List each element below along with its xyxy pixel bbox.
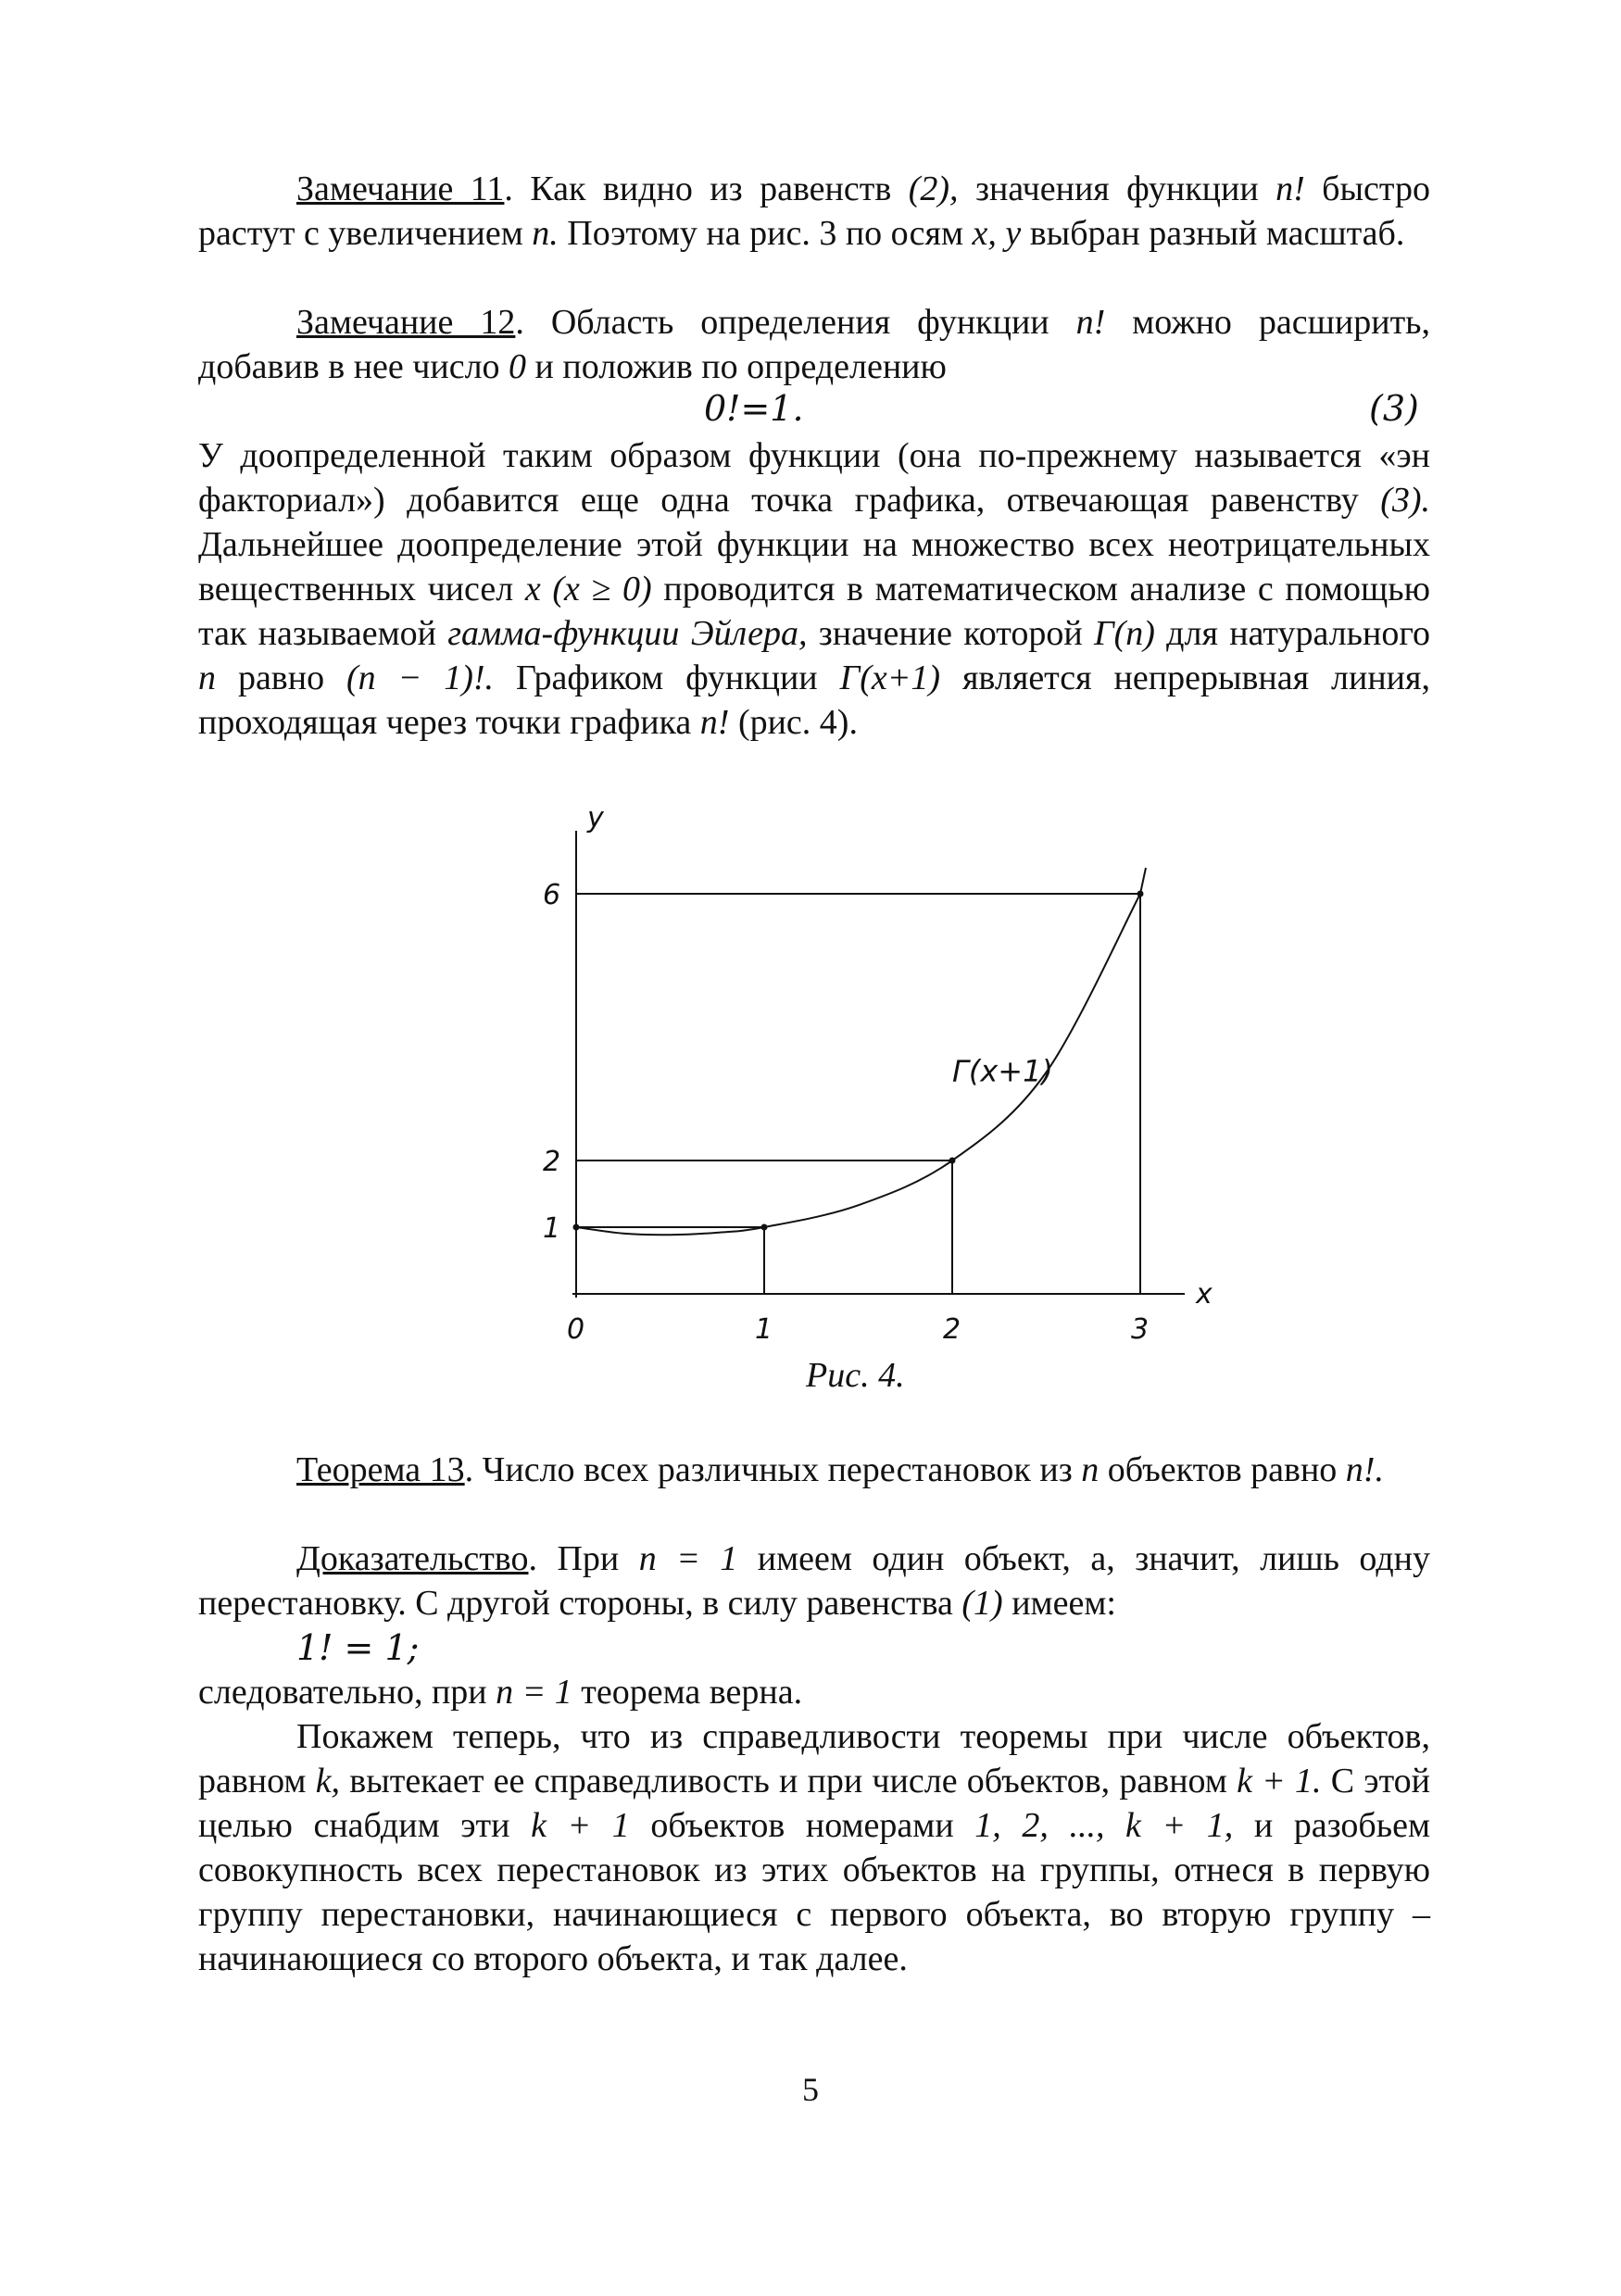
y-tick-label: 1: [543, 1212, 561, 1245]
equation-3: 0!=1.: [704, 388, 804, 429]
remark-11-title: Замечание 11: [296, 169, 505, 208]
x-tick-label: 1: [755, 1313, 773, 1346]
proof-conclusion: следовательно, при n = 1 теорема верна.: [198, 1673, 803, 1712]
data-point: [573, 1224, 580, 1231]
curve-label: Γ(x+1): [952, 1053, 1053, 1089]
page-number: 5: [802, 2071, 819, 2108]
data-point: [761, 1224, 768, 1231]
y-tick-label: 6: [543, 879, 561, 911]
data-point: [1137, 891, 1144, 897]
x-axis-label: x: [1196, 1278, 1213, 1311]
proof-title: Доказательство: [296, 1539, 529, 1578]
data-point: [949, 1158, 956, 1164]
gamma-paragraph: У доопределенной таким образом функции (она по-прежнему называется «эн факториал») добавится еще одна точка графика, отвечающая равенству (3). Дальнейшее доопределение этой функции на множество всех неотрицательных вещественных чисел x (x ≥ 0) проводится в математическом анализе с помощью так называемой гамма-функции Эйлера, значение которой Γ(n) для натурального n равно (n − 1)!. Графиком функции Γ(x+1) является непрерывная линия, проходящая через точки графика n! (рис. 4).: [198, 436, 1431, 742]
y-tick-label: 2: [543, 1146, 561, 1178]
theorem-13-title: Теорема 13: [296, 1450, 465, 1489]
theorem-13-paragraph: Теорема 13. Число всех различных перестановок из n объектов равно n!.: [296, 1450, 1384, 1489]
chart-layer: [543, 802, 1213, 1346]
remark-11-paragraph: Замечание 11. Как видно из равенств (2), значения функции n! быстро растут с увеличением n. Поэтому на рис. 3 по осям x, y выбран разный масштаб.: [198, 169, 1430, 253]
induction-paragraph: Покажем теперь, что из справедливости теоремы при числе объектов, равном k, вытекает ее справедливость и при числе объектов, равном k + 1. С этой целью снабдим эти k + 1 объектов номерами 1, 2, ..., k + 1, и разобьем совокупность всех перестановок из этих объектов на группы, отнеся в первую группу перестановки, начинающиеся с первого объекта, во вторую группу – начинающиеся со второго объекта, и так далее.: [198, 1717, 1431, 1978]
x-tick-label: 0: [567, 1313, 585, 1346]
remark-12-title: Замечание 12: [296, 303, 516, 342]
x-tick-label: 3: [1131, 1313, 1150, 1346]
equation-3-number: (3): [1369, 388, 1419, 429]
remark-12-paragraph: Замечание 12. Область определения функции n! можно расширить, добавив в нее число 0 и положив по определению: [198, 303, 1431, 386]
y-axis-label: y: [587, 802, 604, 834]
gamma-curve: [576, 868, 1146, 1235]
x-tick-label: 2: [943, 1313, 961, 1346]
gamma-function-chart: [519, 802, 1223, 1346]
figure-caption: Рис. 4.: [806, 1356, 905, 1395]
equation-one-factorial: 1! = 1;: [296, 1627, 420, 1668]
proof-paragraph: Доказательство. При n = 1 имеем один объект, а, значит, лишь одну перестановку. С другой стороны, в силу равенства (1) имеем:: [198, 1539, 1430, 1623]
